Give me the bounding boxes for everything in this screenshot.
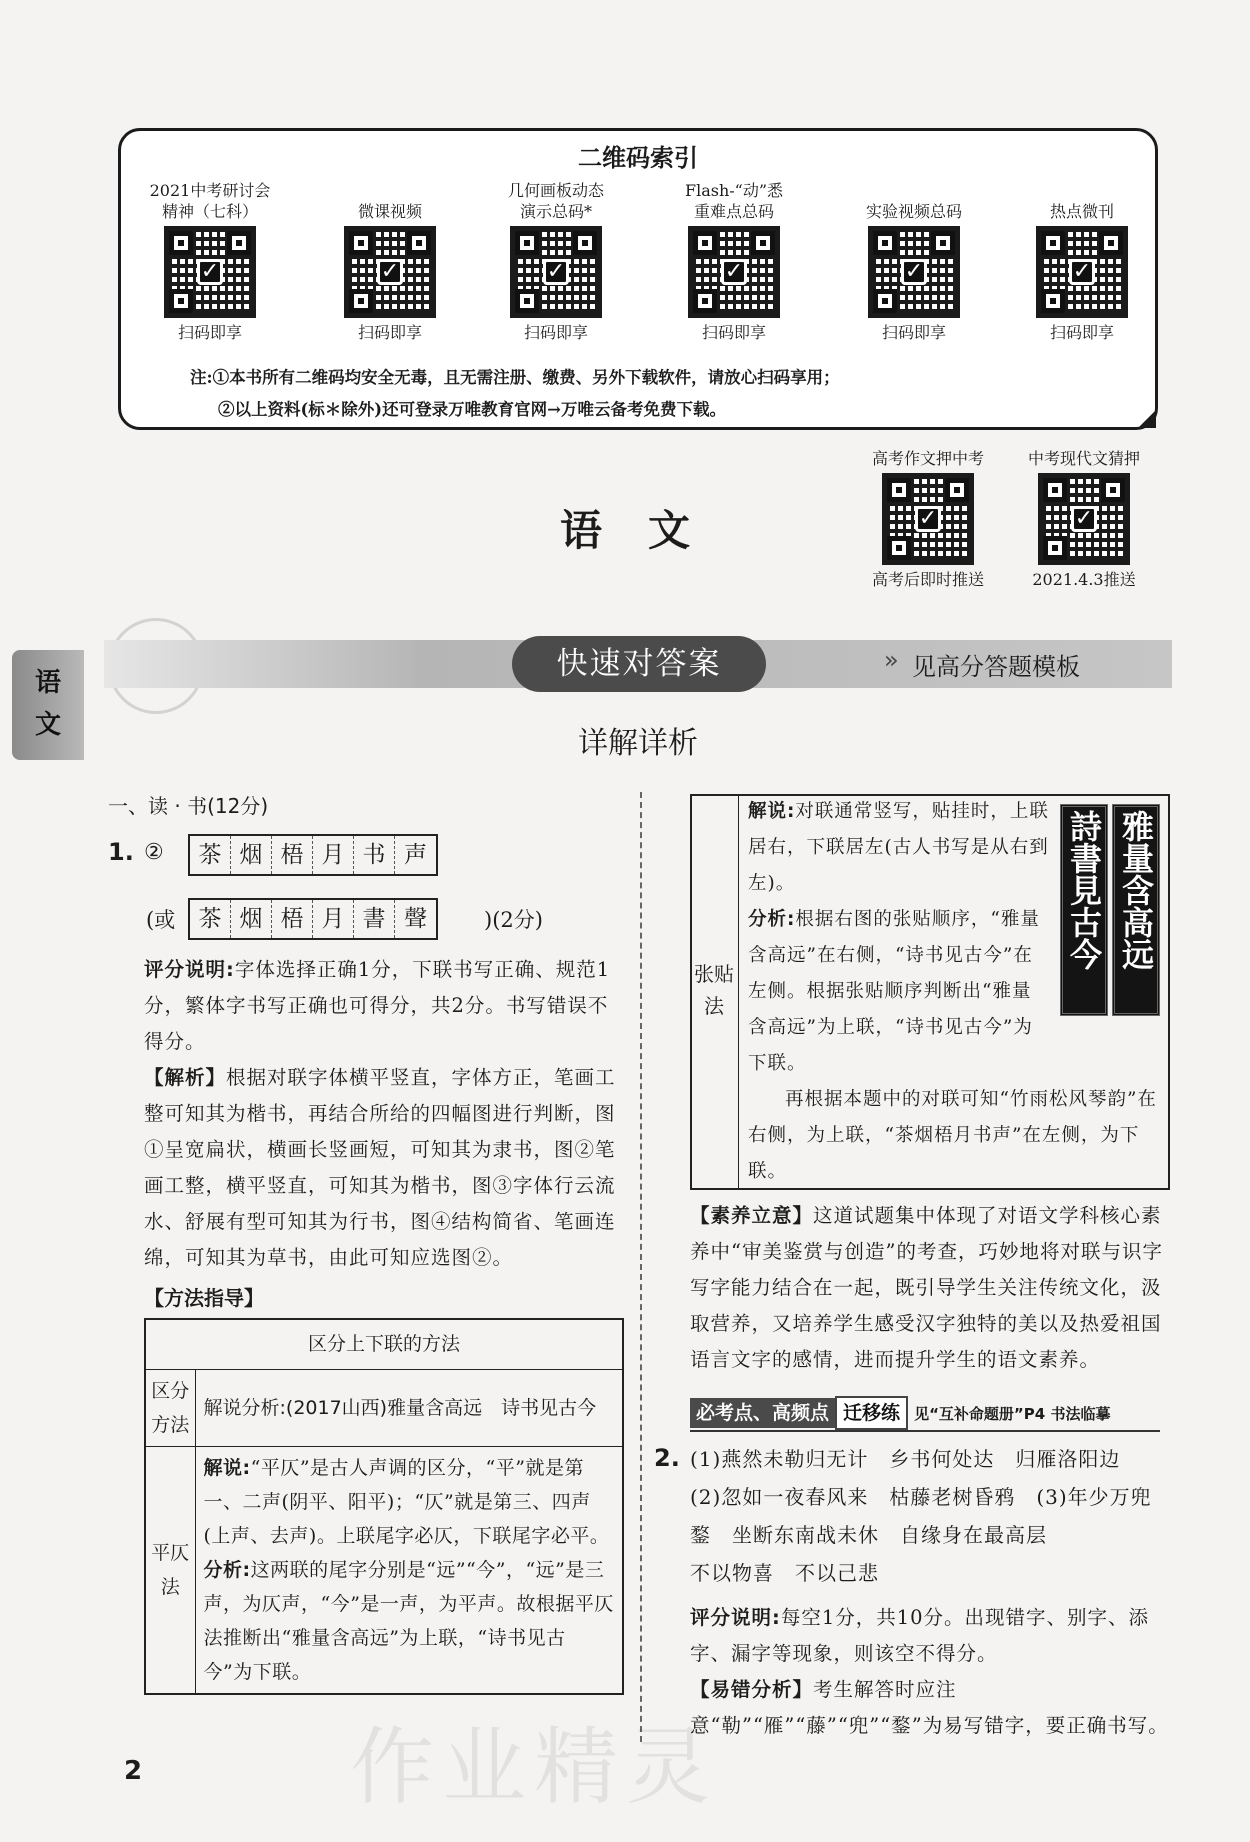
qr-essay-predict[interactable]: 高考作文押中考 ✓ 高考后即时推送 — [871, 449, 984, 589]
q1-number: 1. — [108, 838, 134, 866]
grid-simplified: 茶 烟 梧 月 书 声 — [188, 834, 438, 876]
section-title: 详解详析 — [578, 726, 698, 761]
qr-code-icon[interactable]: ✓ — [688, 226, 780, 318]
table-cell: 解说分析:(2017山西)雅量含高远 诗书见古今 — [195, 1369, 623, 1446]
qr-code-icon[interactable]: ✓ — [510, 226, 602, 318]
q2-number: 2. — [654, 1444, 680, 1472]
table-head: 区分方法 — [145, 1369, 195, 1446]
qr-item-hot[interactable]: 热点微刊 ✓ 扫码即享 — [992, 178, 1172, 343]
qr-index-corner — [1138, 410, 1156, 428]
chevron-right-icon: » — [884, 646, 899, 674]
qr-code-icon[interactable]: ✓ — [882, 473, 974, 565]
qr-item-experiment[interactable]: 实验视频总码 ✓ 扫码即享 — [865, 202, 962, 342]
posting-box-sep — [738, 794, 739, 1190]
couplet-left-text: 詩書見古今 — [1065, 810, 1103, 970]
method-label: 【方法指导】 — [144, 1286, 264, 1310]
qr-code-icon[interactable]: ✓ — [1038, 473, 1130, 565]
qr-item-geometry[interactable]: 几何画板动态 演示总码* ✓ 扫码即享 — [507, 181, 604, 342]
practice-tag-line — [690, 1430, 1160, 1432]
banner-sub[interactable]: 见高分答题模板 — [912, 653, 1080, 681]
alt-close: )(2分) — [484, 908, 543, 932]
table-cell: 解说:“平仄”是古人声调的区分，“平”就是第一、二声(阴平、阳平)；“仄”就是第三、四声(上声、去声)。上联尾字必仄，下联尾字必平。 分析:这两联的尾字分别是“远”“今”，“远”是三声，为仄声，“今”是一声，为平声。故根据平仄法推断出“雅量含高远”为上联，“诗书见古今”为下联。 — [195, 1446, 623, 1694]
watermark: 作业精灵 — [350, 1718, 719, 1816]
posting-head: 张贴法 — [694, 962, 734, 1018]
q1-answer-mark: ② — [144, 840, 164, 865]
couplet-right-text: 雅量含高远 — [1117, 810, 1155, 970]
score-note-2: 评分说明:每空1分，共10分。出现错字、别字、添字、漏字等现象，则该空不得分。 — [690, 1606, 1150, 1665]
qr-note-1: 注:①本书所有二维码均安全无毒，且无需注册、缴费、另外下载软件，请放心扫码享用； — [190, 368, 840, 387]
suyang: 【素养立意】这道试题集中体现了对语文学科核心素养中“审美鉴赏与创造”的考查，巧妙地将对联与识字写字能力结合在一起，既引导学生关注传统文化，汲取营养，又培养学生感受汉字独特的美以及热爱祖国语言文字的感情，进而提升学生的语文素养。 — [690, 1204, 1163, 1371]
qr-item-microlesson[interactable]: 微课视频 ✓ 扫码即享 — [300, 178, 480, 343]
error-analysis: 【易错分析】考生解答时应注意“勒”“雁”“藤”“兜”“鍪”为易写错字，要正确书写。 — [690, 1678, 1169, 1737]
table-head: 平仄法 — [145, 1446, 195, 1694]
qr-item-flash[interactable]: Flash-“动”悉 重难点总码 ✓ 扫码即享 — [684, 181, 784, 342]
qr-item-meeting[interactable]: 2021中考研讨会 精神（七科） ✓ 扫码即享 — [149, 181, 271, 342]
side-tab[interactable]: 语 文 — [12, 650, 84, 760]
practice-tag[interactable]: 必考点、高频点 迁移练 见“互补命题册”P4 书法临摹 — [690, 1396, 1110, 1430]
column-divider — [640, 792, 642, 1742]
qr-code-icon[interactable]: ✓ — [868, 226, 960, 318]
subject-title: 语 文 — [560, 506, 693, 555]
qr-code-icon[interactable]: ✓ — [164, 226, 256, 318]
grid-traditional: 茶 烟 梧 月 書 聲 — [188, 898, 438, 940]
banner-main: 快速对答案 — [512, 636, 766, 692]
qr-code-icon[interactable]: ✓ — [1036, 226, 1128, 318]
alt-open: (或 — [146, 908, 176, 932]
posting-explain: 解说:对联通常竖写，贴挂时，上联居右，下联居左(古人书写是从右到左)。 分析:根据右图的张贴顺序，“雅量含高远”在右侧，“诗书见古今”在左侧。根据张贴顺序判断出“雅量含高远”为上联，“诗书见古今”为下联。 — [748, 801, 1049, 1074]
qr-index-title: 二维码索引 — [578, 144, 698, 172]
qr-note-2: ②以上资料(标＊除外)还可登录万唯教育官网→万唯云备考免费下载。 — [218, 400, 726, 419]
analysis: 【解析】根据对联字体横平竖直，字体方正，笔画工整可知其为楷书，再结合所给的四幅图进行判断，图①呈宽扁状，横画长竖画短，可知其为隶书，图②笔画工整，横平竖直，可知其为楷书，图③字体行云流水、舒展有型可知其为行书，图④结构简省、笔画连绵，可知其为草书，由此可知应选图②。 — [144, 1066, 616, 1269]
qr-reading-predict[interactable]: 中考现代文猜押 ✓ 2021.4.3推送 — [1027, 449, 1140, 589]
posting-conclusion: 再根据本题中的对联可知“竹雨松风琴韵”在右侧，为上联，“茶烟梧月书声”在左侧，为下联。 — [748, 1089, 1157, 1182]
section-heading: 一、读 · 书(12分) — [108, 794, 269, 818]
page-number: 2 — [124, 1756, 143, 1786]
qr-code-icon[interactable]: ✓ — [344, 226, 436, 318]
q2-answers: (1)燕然未勒归无计 乡书何处达 归雁洛阳边 (2)忽如一夜春风来 枯藤老树昏鸦 (3)年少万兜鍪 坐断东南战未休 自缘身在最高层 不以物喜 不以己悲 — [690, 1447, 1152, 1585]
method-table — [144, 1318, 624, 1695]
table-title: 区分上下联的方法 — [145, 1319, 623, 1369]
score-note: 评分说明:字体选择正确1分，下联书写正确、规范1分，繁体字书写正确也可得分，共2分。书写错误不得分。 — [144, 958, 611, 1053]
